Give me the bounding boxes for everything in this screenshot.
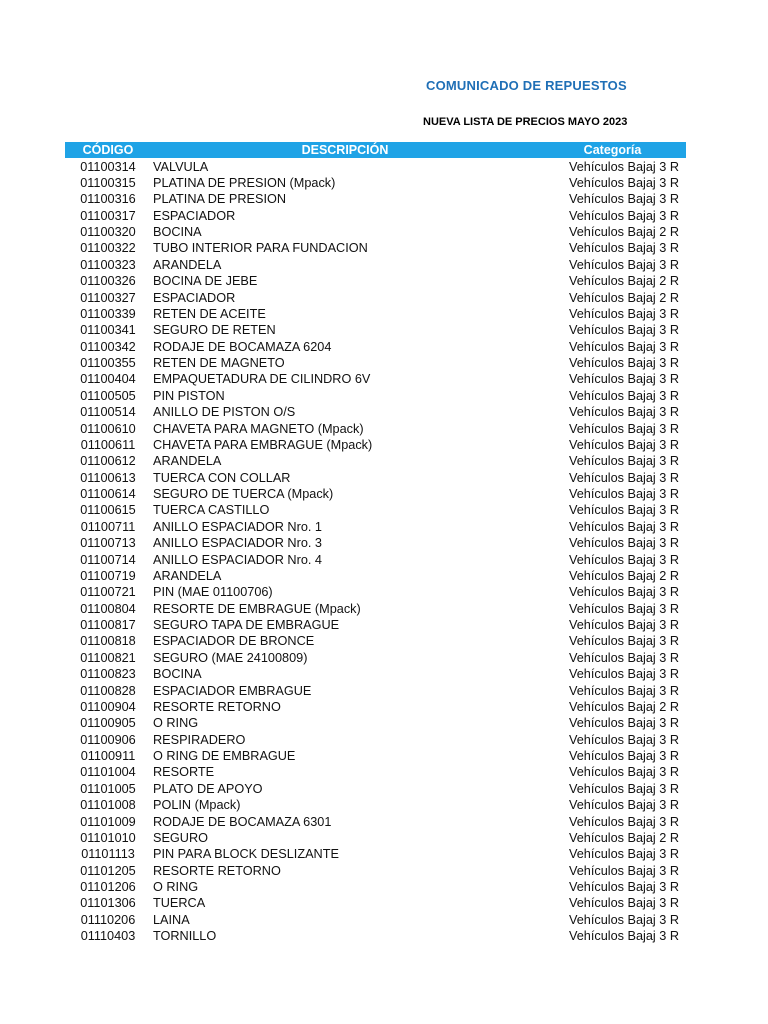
- cell-category: Vehículos Bajaj 3 R: [568, 863, 679, 878]
- cell-code: 01100818: [80, 634, 136, 649]
- cell-description: ANILLO ESPACIADOR Nro. 3: [153, 536, 322, 551]
- cell-code: 01100514: [80, 405, 136, 420]
- cell-category: Vehículos Bajaj 3 R: [568, 241, 679, 256]
- table-row: [65, 191, 686, 207]
- table-row: [65, 519, 686, 535]
- cell-category: Vehículos Bajaj 3 R: [568, 667, 679, 682]
- cell-description: PLATINA DE PRESION (Mpack): [153, 175, 336, 190]
- table-row: [65, 290, 686, 306]
- cell-category: Vehículos Bajaj 3 R: [568, 470, 679, 485]
- cell-category: Vehículos Bajaj 3 R: [568, 257, 679, 272]
- cell-category: Vehículos Bajaj 3 R: [568, 618, 679, 632]
- cell-code: 01100326: [80, 274, 136, 289]
- cell-category: Vehículos Bajaj 3 R: [568, 716, 679, 731]
- cell-description: RESORTE DE EMBRAGUE (Mpack): [153, 601, 361, 616]
- cell-description: CHAVETA PARA EMBRAGUE (Mpack): [153, 437, 373, 452]
- table-row: [65, 863, 686, 879]
- table-row: [65, 453, 686, 469]
- cell-category: Vehículos Bajaj 2 R: [568, 699, 679, 714]
- table-row: [65, 257, 686, 273]
- table-row: [65, 421, 686, 437]
- table-row: [65, 814, 686, 830]
- table-row: [65, 715, 686, 731]
- cell-category: Vehículos Bajaj 3 R: [568, 847, 679, 862]
- cell-code: 01100317: [80, 208, 136, 223]
- cell-description: PIN (MAE 01100706): [153, 585, 273, 600]
- table-row: [65, 748, 686, 764]
- cell-category: Vehículos Bajaj 3 R: [568, 634, 679, 649]
- table-row: [65, 371, 686, 387]
- cell-description: ARANDELA: [153, 568, 222, 583]
- cell-category: Vehículos Bajaj 3 R: [568, 683, 679, 698]
- cell-category: Vehículos Bajaj 3 R: [568, 880, 679, 894]
- cell-description: BOCINA: [153, 225, 202, 239]
- cell-description: O RING: [153, 716, 199, 731]
- cell-code: 01100713: [80, 536, 136, 551]
- cell-description: RESORTE RETORNO: [153, 699, 281, 714]
- cell-category: Vehículos Bajaj 3 R: [568, 208, 679, 223]
- cell-category: Vehículos Bajaj 3 R: [568, 929, 679, 944]
- table-row: [65, 437, 686, 453]
- cell-code: 01101113: [81, 847, 135, 862]
- table-row: [65, 617, 686, 633]
- cell-category: Vehículos Bajaj 3 R: [568, 503, 679, 518]
- cell-description: RETEN DE ACEITE: [153, 306, 266, 321]
- cell-code: 01100612: [80, 454, 136, 469]
- table-row: [65, 830, 686, 846]
- cell-description: O RING: [153, 880, 199, 894]
- cell-code: 01100610: [80, 421, 136, 436]
- cell-description: POLIN (Mpack): [153, 798, 241, 813]
- cell-code: 01100904: [80, 699, 136, 714]
- cell-code: 01100342: [80, 339, 136, 354]
- table-row: [65, 502, 686, 518]
- cell-description: CHAVETA PARA MAGNETO (Mpack): [153, 421, 364, 436]
- table-body: [65, 159, 686, 945]
- table-row: [65, 650, 686, 666]
- cell-description: BOCINA DE JEBE: [153, 274, 258, 289]
- table-row: [65, 568, 686, 584]
- table-row: [65, 159, 686, 175]
- cell-code: 01100614: [80, 487, 136, 501]
- table-row: [65, 388, 686, 404]
- cell-category: Vehículos Bajaj 3 R: [568, 306, 679, 321]
- cell-category: Vehículos Bajaj 3 R: [568, 781, 679, 796]
- cell-code: 01100711: [80, 519, 136, 534]
- table-row: [65, 552, 686, 568]
- cell-category: Vehículos Bajaj 3 R: [568, 650, 679, 665]
- cell-code: 01101306: [80, 896, 136, 911]
- cell-description: ESPACIADOR EMBRAGUE: [153, 683, 312, 698]
- table-row: [65, 879, 686, 895]
- cell-description: ANILLO ESPACIADOR Nro. 4: [153, 552, 322, 567]
- header-code: CÓDIGO: [82, 143, 134, 157]
- cell-description: PIN PISTON: [153, 388, 225, 403]
- cell-code: 01100315: [80, 175, 136, 190]
- cell-code: 01110403: [80, 929, 136, 944]
- table-row: [65, 699, 686, 715]
- cell-category: Vehículos Bajaj 3 R: [568, 519, 679, 534]
- cell-category: Vehículos Bajaj 2 R: [568, 830, 679, 845]
- cell-category: Vehículos Bajaj 3 R: [568, 437, 679, 452]
- cell-description: ESPACIADOR DE BRONCE: [153, 634, 315, 649]
- cell-code: 01100404: [80, 372, 136, 387]
- table-row: [65, 764, 686, 780]
- cell-code: 01101009: [80, 814, 136, 829]
- cell-category: Vehículos Bajaj 3 R: [568, 585, 679, 600]
- cell-description: TUBO INTERIOR PARA FUNDACION: [153, 241, 368, 256]
- cell-code: 01100721: [80, 585, 136, 600]
- cell-code: 01100320: [80, 225, 136, 239]
- cell-code: 01100615: [80, 503, 136, 518]
- table-row: [65, 781, 686, 797]
- table-row: [65, 601, 686, 617]
- table-row: [65, 846, 686, 862]
- table-row: [65, 584, 686, 600]
- cell-code: 01100339: [80, 306, 136, 321]
- cell-description: TORNILLO: [153, 929, 217, 944]
- cell-code: 01100817: [80, 618, 136, 632]
- cell-description: SEGURO DE TUERCA (Mpack): [153, 487, 334, 501]
- table-row: [65, 208, 686, 224]
- table-row: [65, 486, 686, 502]
- cell-category: Vehículos Bajaj 3 R: [568, 356, 679, 370]
- cell-code: 01100327: [80, 290, 136, 305]
- cell-description: ANILLO DE PISTON O/S: [153, 405, 296, 420]
- table-row: [65, 339, 686, 355]
- cell-category: Vehículos Bajaj 2 R: [568, 290, 679, 305]
- cell-code: 01101005: [80, 781, 136, 796]
- cell-description: BOCINA: [153, 667, 202, 682]
- cell-description: PIN PARA BLOCK DESLIZANTE: [153, 847, 339, 862]
- cell-code: 01100714: [80, 552, 136, 567]
- table-header: [65, 142, 686, 158]
- cell-code: 01100828: [80, 683, 136, 698]
- cell-description: RESORTE RETORNO: [153, 863, 281, 878]
- price-table: [65, 142, 686, 945]
- cell-category: Vehículos Bajaj 3 R: [568, 175, 679, 190]
- document-subtitle: NUEVA LISTA DE PRECIOS MAYO 2023: [423, 116, 628, 128]
- table-row: [65, 175, 686, 191]
- cell-code: 01101004: [80, 765, 136, 780]
- table-row: [65, 224, 686, 240]
- cell-description: LAINA: [153, 912, 190, 927]
- cell-description: SEGURO (MAE 24100809): [153, 650, 308, 665]
- table-row: [65, 895, 686, 911]
- cell-code: 01101205: [80, 863, 136, 878]
- table-row: [65, 797, 686, 813]
- cell-code: 01100905: [80, 716, 136, 731]
- table-row: [65, 355, 686, 371]
- cell-description: RODAJE DE BOCAMAZA 6204: [153, 339, 332, 354]
- table-row: [65, 535, 686, 551]
- cell-description: TUERCA CON COLLAR: [153, 470, 291, 485]
- cell-category: Vehículos Bajaj 2 R: [568, 225, 679, 239]
- table-row: [65, 306, 686, 322]
- cell-description: RESPIRADERO: [153, 732, 246, 747]
- cell-description: SEGURO: [153, 830, 208, 845]
- cell-category: Vehículos Bajaj 3 R: [568, 192, 679, 207]
- cell-code: 01100613: [80, 470, 136, 485]
- cell-code: 01100314: [80, 159, 136, 174]
- table-row: [65, 928, 686, 944]
- cell-description: ANILLO ESPACIADOR Nro. 1: [153, 519, 322, 534]
- cell-category: Vehículos Bajaj 3 R: [568, 339, 679, 354]
- table-row: [65, 322, 686, 338]
- cell-description: ESPACIADOR: [153, 208, 236, 223]
- cell-code: 01100355: [80, 356, 136, 370]
- cell-description: EMPAQUETADURA DE CILINDRO 6V: [153, 372, 371, 387]
- cell-code: 01100911: [80, 749, 136, 763]
- cell-category: Vehículos Bajaj 3 R: [568, 536, 679, 551]
- header-category: Categoría: [583, 143, 642, 157]
- cell-code: 01100316: [80, 192, 136, 207]
- cell-code: 01100821: [80, 650, 136, 665]
- cell-category: Vehículos Bajaj 3 R: [568, 798, 679, 813]
- cell-description: RESORTE: [153, 765, 215, 780]
- cell-description: RETEN DE MAGNETO: [153, 356, 285, 370]
- cell-code: 01100322: [80, 241, 136, 256]
- cell-code: 01100719: [80, 568, 136, 583]
- cell-code: 01101010: [80, 830, 136, 845]
- cell-code: 01100804: [80, 601, 136, 616]
- cell-description: PLATO DE APOYO: [153, 781, 263, 796]
- table-row: [65, 633, 686, 649]
- cell-category: Vehículos Bajaj 3 R: [568, 454, 679, 469]
- cell-description: TUERCA CASTILLO: [153, 503, 270, 518]
- table-row: [65, 240, 686, 256]
- cell-description: PLATINA DE PRESION: [153, 192, 287, 207]
- cell-description: SEGURO TAPA DE EMBRAGUE: [153, 618, 340, 632]
- table-row: [65, 912, 686, 928]
- cell-category: Vehículos Bajaj 3 R: [568, 896, 679, 911]
- cell-category: Vehículos Bajaj 3 R: [568, 159, 679, 174]
- table-row: [65, 404, 686, 420]
- cell-description: ARANDELA: [153, 257, 222, 272]
- cell-category: Vehículos Bajaj 3 R: [568, 323, 679, 338]
- cell-code: 01100611: [80, 437, 136, 452]
- table-row: [65, 470, 686, 486]
- header-description: DESCRIPCIÓN: [301, 143, 389, 157]
- table-row: [65, 666, 686, 682]
- cell-description: VALVULA: [153, 159, 209, 174]
- cell-code: 01101206: [80, 880, 136, 894]
- document-title: COMUNICADO DE REPUESTOS: [426, 78, 627, 93]
- cell-category: Vehículos Bajaj 3 R: [568, 732, 679, 747]
- cell-code: 01100823: [80, 667, 136, 682]
- cell-description: ARANDELA: [153, 454, 222, 469]
- cell-category: Vehículos Bajaj 3 R: [568, 601, 679, 616]
- cell-category: Vehículos Bajaj 3 R: [568, 388, 679, 403]
- cell-description: SEGURO DE RETEN: [153, 323, 276, 338]
- cell-category: Vehículos Bajaj 3 R: [568, 405, 679, 420]
- cell-category: Vehículos Bajaj 3 R: [568, 372, 679, 387]
- table-row: [65, 683, 686, 699]
- cell-description: TUERCA: [153, 896, 206, 911]
- table-row: [65, 273, 686, 289]
- cell-category: Vehículos Bajaj 3 R: [568, 552, 679, 567]
- cell-category: Vehículos Bajaj 3 R: [568, 487, 679, 501]
- cell-description: ESPACIADOR: [153, 290, 236, 305]
- cell-category: Vehículos Bajaj 2 R: [568, 568, 679, 583]
- cell-description: RODAJE DE BOCAMAZA 6301: [153, 814, 332, 829]
- cell-category: Vehículos Bajaj 3 R: [568, 912, 679, 927]
- cell-description: O RING DE EMBRAGUE: [153, 749, 296, 763]
- cell-category: Vehículos Bajaj 3 R: [568, 814, 679, 829]
- cell-code: 01110206: [80, 912, 136, 927]
- table-row: [65, 732, 686, 748]
- cell-category: Vehículos Bajaj 3 R: [568, 749, 679, 763]
- cell-code: 01100323: [80, 257, 136, 272]
- cell-code: 01100341: [80, 323, 136, 338]
- cell-code: 01100906: [80, 732, 136, 747]
- cell-category: Vehículos Bajaj 3 R: [568, 765, 679, 780]
- cell-code: 01101008: [80, 798, 136, 813]
- cell-category: Vehículos Bajaj 2 R: [568, 274, 679, 289]
- cell-category: Vehículos Bajaj 3 R: [568, 421, 679, 436]
- cell-code: 01100505: [80, 388, 136, 403]
